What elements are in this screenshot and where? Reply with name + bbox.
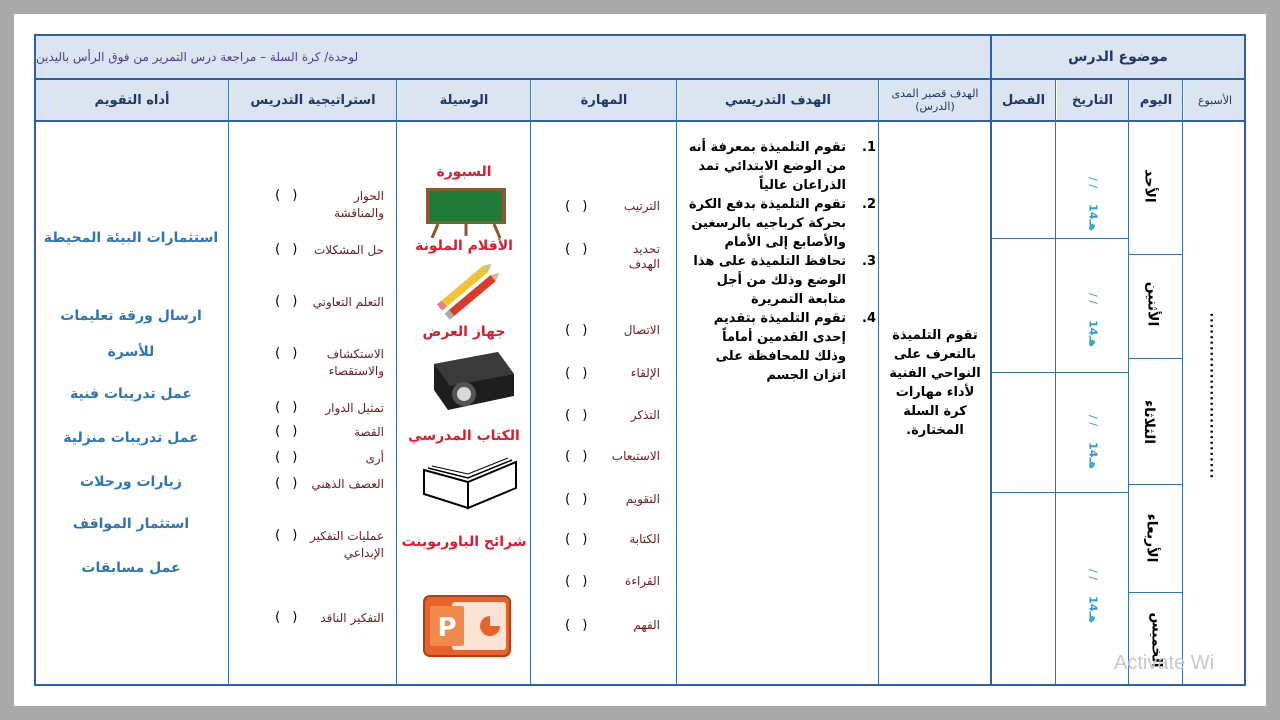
strategy-item: الحوار والمناقشة ( ) (273, 188, 384, 220)
date-divider (992, 492, 1128, 493)
tool-label: الكتاب المدرسي (408, 428, 520, 444)
skill-item: التذكر ( ) (563, 408, 660, 423)
col-divider (990, 36, 992, 686)
evaluation-item: عمل مسابقات (81, 560, 181, 576)
activation-watermark: Activate Wi (1114, 652, 1215, 674)
tool-label: السبورة (436, 164, 492, 180)
skill-checkbox[interactable]: ( ) (563, 366, 590, 381)
evaluation-item: زيارات ورحلات (80, 474, 182, 490)
evaluation-item: استثمارات البيئة المحيطة (43, 230, 219, 246)
tool-label: شرائح الباوربوينت (401, 534, 527, 550)
col-divider (1055, 80, 1056, 686)
skill-checkbox[interactable]: ( ) (563, 323, 590, 338)
skill-checkbox[interactable]: ( ) (563, 199, 590, 214)
strategy-checkbox[interactable]: ( ) (273, 242, 300, 257)
date-divider (992, 238, 1128, 239)
powerpoint-icon (422, 594, 512, 658)
teaching-goal-item: 1. تقوم التلميذة بمعرفة أنه من الوضع الابتدائي تمد الذراعان عالياً (688, 140, 876, 193)
col-divider (878, 80, 879, 686)
skill-item: الاستيعاب ( ) (563, 449, 660, 464)
row-divider (36, 78, 1246, 80)
strategy-item: تمثيل الدوار ( ) (273, 400, 384, 415)
strategy-checkbox[interactable]: ( ) (273, 294, 300, 309)
skill-item: تحديد الهدف ( ) (563, 242, 660, 271)
strategy-item: أرى ( ) (273, 450, 384, 465)
day-monday: الأثنين (1144, 281, 1161, 327)
skill-item: القراءة ( ) (563, 574, 660, 589)
lesson-plan-table (34, 34, 1246, 686)
strategy-checkbox[interactable]: ( ) (273, 450, 300, 465)
teaching-goal-item: 3. تحافظ التلميذة على هذا الوضع وذلك من أجل متابعة التمريرة (693, 254, 876, 307)
date-2: / / 14هـ (1086, 293, 1100, 347)
evaluation-item: عمل تدريبات فنية (70, 386, 192, 402)
day-thursday: الخميس (1148, 612, 1165, 668)
header-strategy: استراتيجية التدريس (230, 80, 396, 120)
strategy-item: التعلم التعاوني ( ) (273, 294, 384, 309)
week-value: .............................. (1207, 312, 1222, 480)
skill-checkbox[interactable]: ( ) (563, 242, 590, 257)
header-day: اليوم (1130, 80, 1182, 120)
strategy-item: حل المشكلات ( ) (273, 242, 384, 257)
skill-item: التقويم ( ) (563, 492, 660, 507)
header-date: التاريخ (1057, 80, 1128, 120)
header-skill: المهارة (532, 80, 676, 120)
day-divider (1128, 254, 1182, 255)
day-wednesday: الأربعاء (1143, 513, 1160, 563)
strategy-item: التفكير الناقد ( ) (273, 610, 384, 625)
skill-item: الكتابة ( ) (563, 532, 660, 547)
teaching-goal-item: 4. تقوم التلميذة بتقديم إحدى القدمين أماماً وذلك للمحافظة على اتزان الجسم (713, 311, 876, 383)
header-short-goal: الهدف قصير المدى (الدرس) (880, 80, 990, 120)
chalkboard-icon (424, 186, 508, 238)
topic-value: لوحدة/ كرة السلة – مراجعة درس التمرير من فوق الرأس باليدين (36, 50, 359, 64)
day-divider (1128, 358, 1182, 359)
strategy-checkbox[interactable]: ( ) (273, 528, 300, 543)
evaluation-item: استثمار المواقف (72, 516, 190, 532)
topic-value-cell (36, 36, 990, 78)
skill-checkbox[interactable]: ( ) (563, 532, 590, 547)
teaching-goals-list (686, 138, 876, 385)
topic-label-cell (990, 36, 1246, 78)
date-1: / / 14هـ (1086, 177, 1100, 231)
day-divider (1128, 484, 1182, 485)
header-tool: الوسيلة (398, 80, 530, 120)
date-4: / / 14هـ (1086, 569, 1100, 623)
strategy-checkbox[interactable]: ( ) (273, 346, 300, 361)
skill-checkbox[interactable]: ( ) (563, 492, 590, 507)
day-divider (1128, 592, 1182, 593)
teaching-goal-item: 2. تقوم التلميذة بدفع الكرة بحركة كرباجيه بالرسغين والأصابع إلى الأمام (688, 197, 876, 250)
evaluation-item: ارسال ورقة تعليمات للأسرة (60, 308, 202, 360)
date-divider (992, 372, 1128, 373)
skill-item: الإلقاء ( ) (563, 366, 660, 381)
strategy-checkbox[interactable]: ( ) (273, 400, 300, 415)
skill-checkbox[interactable]: ( ) (563, 574, 590, 589)
col-divider (228, 80, 229, 686)
svg-text:P: P (437, 613, 457, 643)
strategy-checkbox[interactable]: ( ) (273, 476, 300, 491)
skill-checkbox[interactable]: ( ) (563, 449, 590, 464)
day-tuesday: الثلاثاء (1141, 399, 1158, 445)
col-divider (1182, 80, 1183, 686)
row-divider (36, 120, 1246, 122)
skill-item: الترتيب ( ) (563, 199, 660, 214)
topic-label: موضوع الدرس (1068, 49, 1168, 65)
header-teaching-goal: الهدف التدريسي (678, 80, 878, 120)
projector-icon (428, 344, 518, 416)
skill-item: الفهم ( ) (563, 618, 660, 633)
day-sunday: الأحد (1141, 169, 1158, 203)
book-icon (420, 452, 520, 512)
header-evaluation: أداه التقويم (36, 80, 228, 120)
strategy-checkbox[interactable]: ( ) (273, 610, 300, 625)
col-divider (1128, 80, 1129, 686)
skill-checkbox[interactable]: ( ) (563, 408, 590, 423)
skill-checkbox[interactable]: ( ) (563, 618, 590, 633)
tool-label: الأقلام الملونة (415, 238, 513, 254)
col-divider (676, 80, 677, 686)
header-class: الفصل (992, 80, 1055, 120)
pencils-icon (434, 258, 506, 324)
strategy-checkbox[interactable]: ( ) (273, 188, 300, 203)
strategy-item: العصف الذهني ( ) (273, 476, 384, 491)
header-week: الأسبوع (1184, 80, 1246, 120)
tool-label: جهاز العرض (422, 324, 506, 340)
strategy-item: القصة ( ) (273, 424, 384, 439)
col-divider (1244, 80, 1245, 686)
evaluation-item: عمل تدريبات منزلية (63, 430, 199, 446)
skill-item: الاتصال ( ) (563, 323, 660, 338)
date-3: / / 14هـ (1086, 415, 1100, 469)
short-goal-text: تقوم التلميذة بالتعرف على النواحي الفنية لأداء مهارات كرة السلة المختارة. (889, 328, 981, 438)
page-background (14, 14, 1266, 706)
strategy-item: عمليات التفكير الإبداعي ( ) (273, 528, 384, 560)
strategy-checkbox[interactable]: ( ) (273, 424, 300, 439)
strategy-item: الاستكشاف والاستقصاء ( ) (273, 346, 384, 378)
